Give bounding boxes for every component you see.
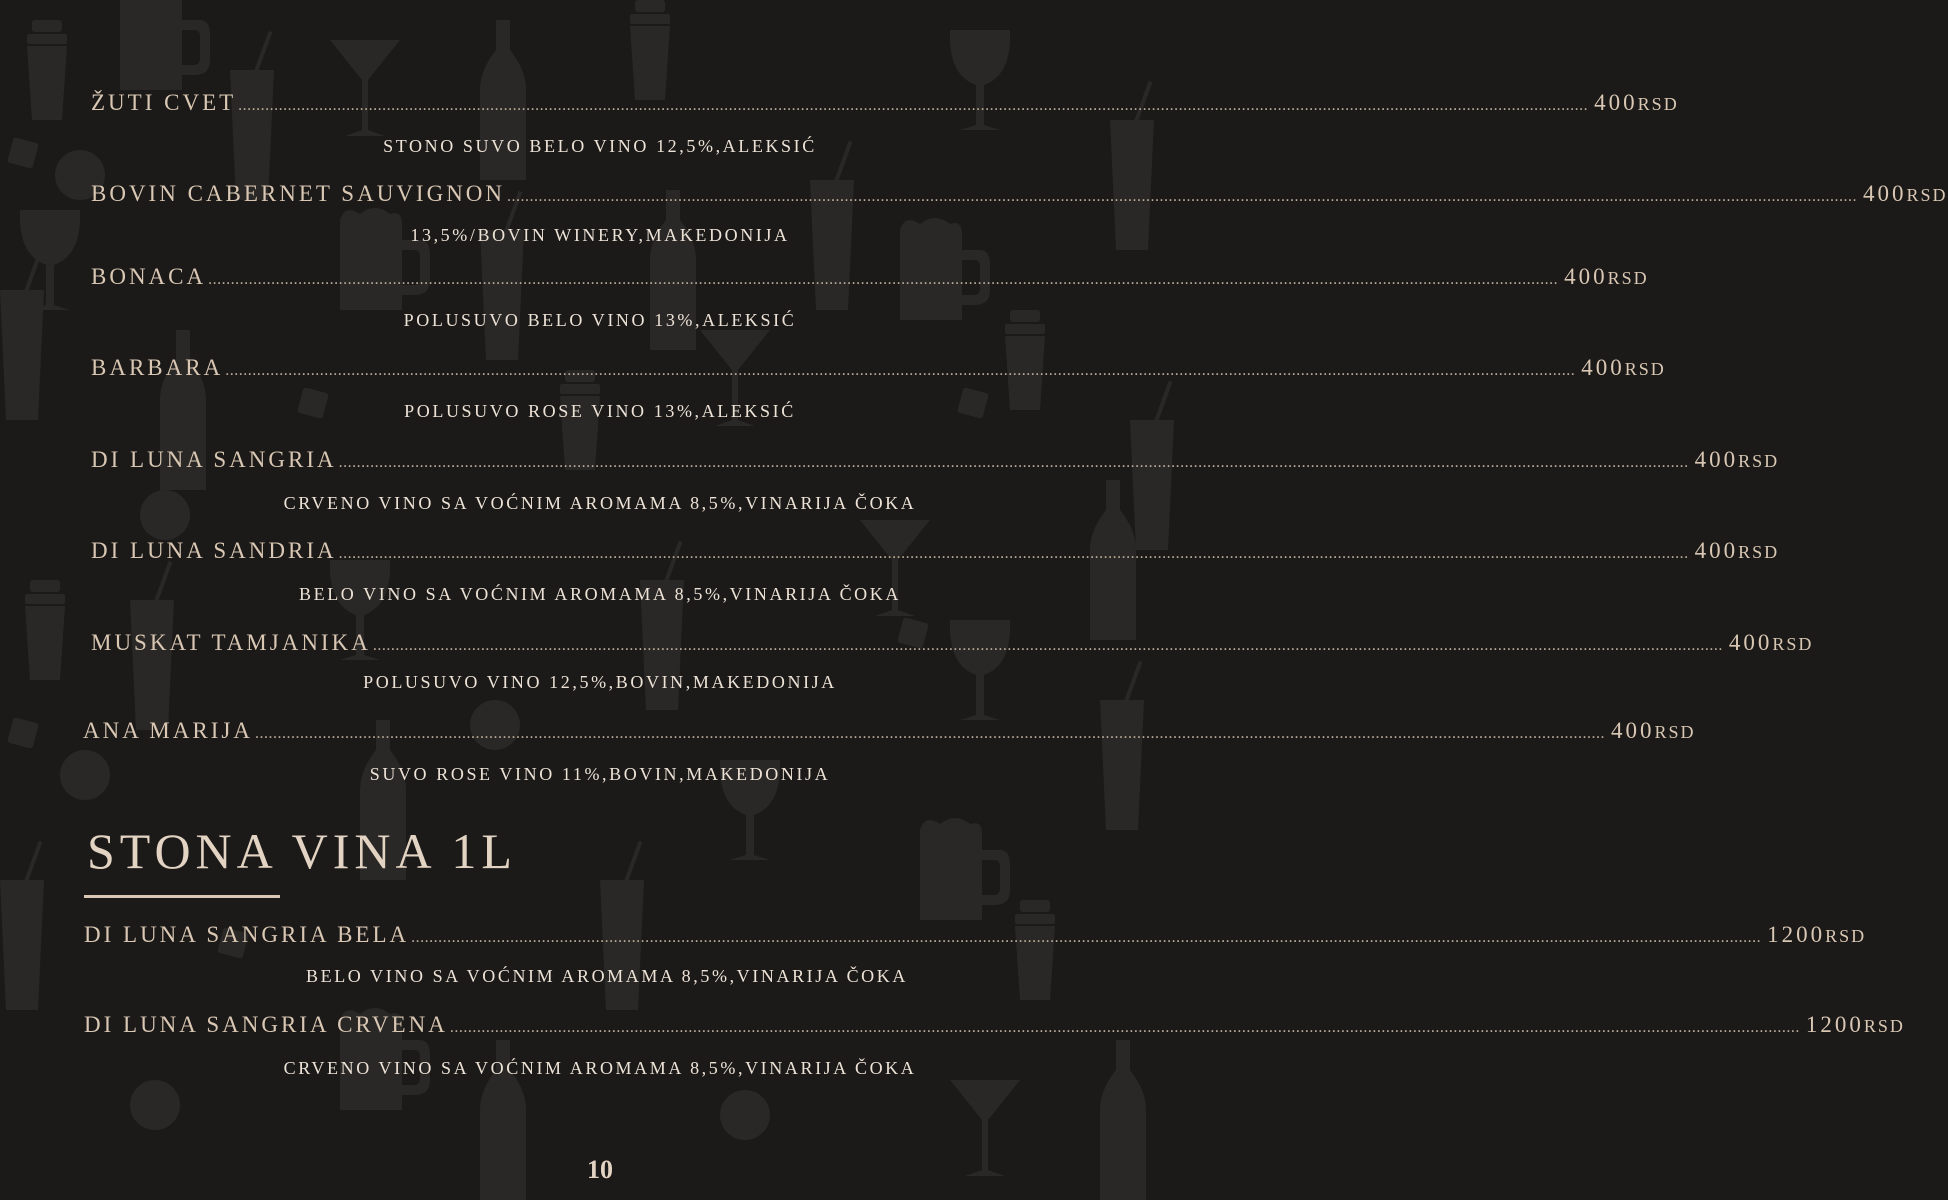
price-value: 400 [1694, 538, 1739, 563]
currency: RSD [1863, 1016, 1905, 1036]
dot-leader: ............................................................................................................................................................................................................................................................................................................ [254, 725, 1605, 742]
wine-price [1581, 355, 1666, 381]
price-value: 400 [1581, 355, 1625, 380]
wine-name: BARBARA [91, 355, 224, 380]
currency: RSD [1624, 359, 1666, 379]
wine-name: DI LUNA SANGRIA [91, 447, 337, 472]
wine-price [1863, 181, 1948, 207]
wine-price [1729, 630, 1814, 656]
section-title-underline [84, 895, 280, 898]
wine-name: MUSKAT TAMJANIKA [91, 630, 371, 655]
wine-name: DI LUNA SANGRIA CRVENA [84, 1012, 448, 1037]
wine-price [1767, 922, 1866, 948]
wine-description: POLUSUVO VINO 12,5%,BOVIN,MAKEDONIJA [363, 672, 837, 692]
wine-description: 13,5%/BOVIN WINERY,MAKEDONIJA [410, 225, 790, 245]
dot-leader: ............................................................................................................................................................................................................................................................................................................ [507, 188, 1858, 205]
wine-row [91, 181, 1948, 211]
wine-description: POLUSUVO ROSE VINO 13%,ALEKSIĆ [404, 401, 796, 421]
lemon-slice-icon [130, 1080, 180, 1130]
wine-description: BELO VINO SA VOĆNIM AROMAMA 8,5%,VINARIJA ČOKA [299, 584, 901, 604]
wine-description: POLUSUVO BELO VINO 13%,ALEKSIĆ [403, 310, 797, 330]
wine-row [91, 630, 1814, 660]
currency: RSD [1738, 451, 1780, 471]
dot-leader: ............................................................................................................................................................................................................................................................................................................ [372, 637, 1723, 654]
currency: RSD [1607, 268, 1649, 288]
wine-price [1806, 1012, 1905, 1038]
wine-description: BELO VINO SA VOĆNIM AROMAMA 8,5%,VINARIJA ČOKA [306, 966, 908, 986]
currency: RSD [1825, 926, 1867, 946]
cocktail-shaker-icon [27, 20, 67, 120]
wine-row [91, 538, 1780, 568]
lemon-slice-icon [720, 1090, 770, 1140]
currency: RSD [1654, 722, 1696, 742]
dot-leader: ............................................................................................................................................................................................................................................................................................................ [208, 271, 1559, 288]
wine-description: STONO SUVO BELO VINO 12,5%,ALEKSIĆ [383, 136, 817, 156]
wine-price [1695, 538, 1780, 564]
section-title: STONA VINA 1L [87, 823, 517, 879]
wine-name: BOVIN CABERNET SAUVIGNON [91, 181, 506, 206]
beer-mug-icon [920, 818, 1010, 920]
dot-leader: ............................................................................................................................................................................................................................................................................................................ [225, 362, 1576, 379]
wine-row [84, 922, 1867, 952]
price-value: 400 [1564, 264, 1608, 289]
wine-row [91, 90, 1679, 120]
wine-description: CRVENO VINO SA VOĆNIM AROMAMA 8,5%,VINARIJA ČOKA [283, 1058, 917, 1078]
wine-name: ANA MARIJA [83, 718, 253, 743]
currency: RSD [1637, 94, 1679, 114]
wine-price [1594, 90, 1679, 116]
wine-name: DI LUNA SANGRIA BELA [84, 922, 410, 947]
wine-description: CRVENO VINO SA VOĆNIM AROMAMA 8,5%,VINARIJA ČOKA [283, 493, 917, 513]
wine-name: ŽUTI CVET [91, 90, 237, 115]
price-value: 1200 [1767, 922, 1826, 947]
dot-leader: ............................................................................................................................................................................................................................................................................................................ [449, 1019, 1800, 1036]
wine-name: DI LUNA SANDRIA [91, 538, 337, 563]
price-value: 1200 [1805, 1012, 1864, 1037]
wine-price [1695, 447, 1780, 473]
currency: RSD [1772, 634, 1814, 654]
price-value: 400 [1610, 718, 1655, 743]
dot-leader: ............................................................................................................................................................................................................................................................................................................ [411, 929, 1762, 946]
dot-leader: ............................................................................................................................................................................................................................................................................................................ [338, 545, 1689, 562]
price-value: 400 [1594, 90, 1638, 115]
wine-row [91, 355, 1666, 385]
wine-row [91, 264, 1649, 294]
wine-description: SUVO ROSE VINO 11%,BOVIN,MAKEDONIJA [369, 764, 831, 784]
wine-price [1564, 264, 1649, 290]
wine-row [84, 1012, 1905, 1042]
page-number: 10 [587, 1155, 613, 1184]
currency: RSD [1906, 185, 1948, 205]
ice-cube-icon [7, 717, 39, 749]
currency: RSD [1738, 542, 1780, 562]
wine-price [1611, 718, 1696, 744]
price-value: 400 [1863, 181, 1907, 206]
wine-row [91, 447, 1780, 477]
price-value: 400 [1728, 630, 1773, 655]
price-value: 400 [1694, 447, 1739, 472]
dot-leader: ............................................................................................................................................................................................................................................................................................................ [338, 454, 1689, 471]
beer-mug-icon [340, 208, 430, 310]
wine-row [83, 718, 1696, 748]
martini-glass-icon [330, 40, 400, 136]
cocktail-shaker-icon [630, 0, 670, 100]
wine-name: BONACA [91, 264, 207, 289]
beer-mug-icon [120, 0, 210, 90]
tall-glass-icon [0, 251, 44, 420]
dot-leader: ............................................................................................................................................................................................................................................................................................................ [238, 97, 1589, 114]
